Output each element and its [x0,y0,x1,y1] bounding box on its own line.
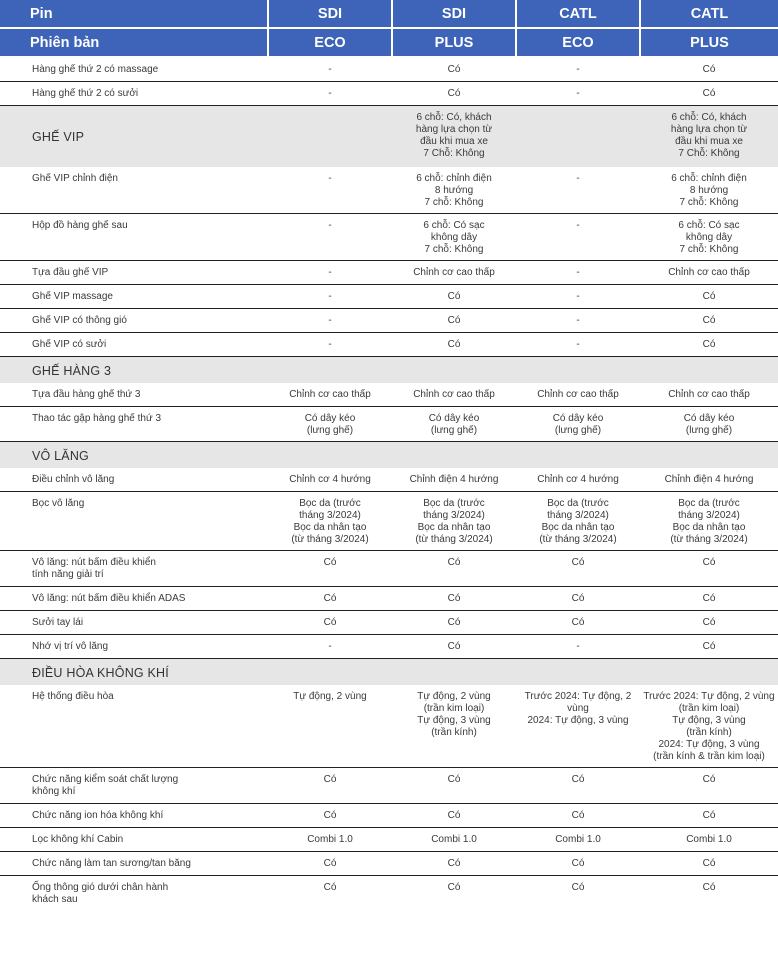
section-title: GHẾ HÀNG 3 [0,357,268,383]
cell-value: Có [392,551,516,587]
cell-value: - [268,214,392,261]
cell-value: - [268,309,392,333]
section-row [0,357,778,383]
cell-value: 6 chỗ: Có sạc không dây 7 chỗ: Không [640,214,778,261]
cell-value: - [268,333,392,357]
cell-value: 6 chỗ: chỉnh điện 8 hướng 7 chỗ: Không [392,167,516,214]
cell-value [640,659,778,685]
cell-value: Có [392,285,516,309]
cell-value: 6 chỗ: chỉnh điện 8 hướng 7 chỗ: Không [640,167,778,214]
cell-value: Có [392,611,516,635]
table-row [0,875,778,910]
table-row [0,551,778,587]
row-label: Tựa đầu hàng ghế thứ 3 [0,383,268,407]
cell-value: Có [640,635,778,659]
cell-value: Có [516,611,640,635]
cell-value: 6 chỗ: Có, khách hàng lựa chọn từ đầu khi mua xe 7 Chỗ: Không [640,105,778,167]
cell-value [392,442,516,468]
row-label: Ghế VIP massage [0,285,268,309]
cell-value: Bọc da (trước tháng 3/2024) Bọc da nhân tạo (từ tháng 3/2024) [268,492,392,551]
section-title: GHẾ VIP [0,105,268,167]
header-battery-col-3: CATL [516,0,640,28]
table-row [0,685,778,768]
cell-value: Có [392,767,516,803]
cell-value: Chỉnh cơ cao thấp [640,383,778,407]
row-label: Ghế VIP có thông gió [0,309,268,333]
cell-value: - [516,333,640,357]
cell-value: Có [392,635,516,659]
table-row [0,827,778,851]
cell-value: Có [640,611,778,635]
cell-value: Combi 1.0 [640,827,778,851]
table-row [0,635,778,659]
cell-value: Có [447,881,461,893]
cell-value: - [516,167,640,214]
cell-value [392,659,516,685]
cell-value: Có [392,81,516,105]
row-label: Điều chỉnh vô lăng [0,468,268,492]
cell-value: Tự động, 2 vùng [268,685,392,768]
header-version-col-2: PLUS [392,28,516,57]
cell-value [516,357,640,383]
row-label: Chức năng kiểm soát chất lượng không khí [0,767,268,803]
header-battery-col-1: SDI [268,0,392,28]
row-label: Hàng ghế thứ 2 có sưởi [0,81,268,105]
cell-value: - [268,635,392,659]
row-label: Lọc không khí Cabin [0,827,268,851]
row-label: Ghế VIP chỉnh điện [0,167,268,214]
table-row [0,492,778,551]
cell-value: Có dây kéo (lưng ghế) [640,407,778,442]
header-battery-col-2: SDI [392,0,516,28]
cell-value: Có [268,767,392,803]
cell-value: Có [640,285,778,309]
table-row [0,261,778,285]
table-row [0,468,778,492]
row-label: Hàng ghế thứ 2 có massage [0,57,268,81]
cell-value: Có [516,803,640,827]
cell-value: - [516,81,640,105]
cell-value [640,442,778,468]
cell-value: Có [640,81,778,105]
cell-value [640,357,778,383]
cell-value: Bọc da (trước tháng 3/2024) Bọc da nhân tạo (từ tháng 3/2024) [392,492,516,551]
cell-value: Chỉnh điện 4 hướng [392,468,516,492]
cell-value: Bọc da (trước tháng 3/2024) Bọc da nhân tạo (từ tháng 3/2024) [516,492,640,551]
cell-value: Trước 2024: Tự động, 2 vùng (trần kim loại) Tự động, 3 vùng (trần kính) 2024: Tự động, 3 vùng (trần kính & trần kim loại) [640,685,778,768]
cell-value: Có [516,851,640,875]
cell-value: Chỉnh cơ cao thấp [640,261,778,285]
cell-value: - [268,57,392,81]
section-row [0,105,778,167]
cell-value [516,442,640,468]
spec-table-body [0,57,778,910]
row-label: Bọc vô lăng [0,492,268,551]
cell-value [268,357,392,383]
cell-value: Chỉnh cơ 4 hướng [268,468,392,492]
cell-value: Có [516,587,640,611]
cell-value [268,442,392,468]
row-label: Vô lăng: nút bấm điều khiển ADAS [0,587,268,611]
section-row [0,659,778,685]
cell-value [516,659,640,685]
cell-value: Chỉnh cơ cao thấp [392,383,516,407]
cell-value [268,105,392,167]
cell-value: - [268,285,392,309]
cell-value: - [516,635,640,659]
cell-value: Có [516,767,640,803]
cell-value: Có [640,333,778,357]
row-label: Ống thông gió dưới chân hành khách sau [32,881,169,905]
row-label: Tựa đầu ghế VIP [0,261,268,285]
cell-value: Có [268,587,392,611]
cell-value: Combi 1.0 [392,827,516,851]
cell-value: Tự động, 2 vùng (trần kim loại) Tự động, 3 vùng (trần kính) [392,685,516,768]
row-label: Chức năng làm tan sương/tan băng [0,851,268,875]
header-version-col-3: ECO [516,28,640,57]
cell-value: Có [392,803,516,827]
cell-value [268,659,392,685]
cell-value: - [268,81,392,105]
table-row [0,611,778,635]
header-version-col-4: PLUS [640,28,778,57]
table-row [0,407,778,442]
cell-value: Có [640,309,778,333]
table-row [0,851,778,875]
cell-value: Có [268,551,392,587]
cell-value: Có [640,851,778,875]
cell-value: Có [392,57,516,81]
cell-value: Có [640,551,778,587]
cell-value: Có [640,57,778,81]
cell-value: Có [392,587,516,611]
cell-value: Chỉnh cơ 4 hướng [516,468,640,492]
cell-value: - [516,261,640,285]
table-row [0,383,778,407]
row-label: Thao tác gập hàng ghế thứ 3 [0,407,268,442]
cell-value: Có [268,611,392,635]
cell-value: - [516,214,640,261]
cell-value: - [516,57,640,81]
cell-value: Bọc da (trước tháng 3/2024) Bọc da nhân tạo (từ tháng 3/2024) [640,492,778,551]
cell-value: Có [640,767,778,803]
row-label: Vô lăng: nút bấm điều khiển tính năng giải trí [0,551,268,587]
header-version-col-1: ECO [268,28,392,57]
table-row [0,333,778,357]
cell-value: Trước 2024: Tự động, 2 vùng 2024: Tự động, 3 vùng [516,685,640,768]
header-battery-label: Pin [0,0,268,28]
table-row [0,57,778,81]
cell-value: - [516,285,640,309]
cell-value: Chỉnh điện 4 hướng [640,468,778,492]
cell-value: Có dây kéo (lưng ghế) [268,407,392,442]
table-row [0,803,778,827]
cell-value: Có dây kéo (lưng ghế) [516,407,640,442]
row-label: Ghế VIP có sưởi [0,333,268,357]
row-label: Hệ thống điều hòa [0,685,268,768]
cell-value: Có [268,851,392,875]
row-label: Chức năng ion hóa không khí [0,803,268,827]
section-title: VÔ LĂNG [0,442,268,468]
header-version-label: Phiên bản [0,28,268,57]
cell-value: Có [571,881,585,893]
table-row [0,214,778,261]
header-battery-col-4: CATL [640,0,778,28]
table-row [0,309,778,333]
cell-value: Chỉnh cơ cao thấp [516,383,640,407]
cell-value: Combi 1.0 [268,827,392,851]
table-row [0,167,778,214]
table-row [0,767,778,803]
section-title: ĐIỀU HÒA KHÔNG KHÍ [0,659,268,685]
cell-value: Combi 1.0 [516,827,640,851]
cell-value: Có [392,333,516,357]
cell-value: Chỉnh cơ cao thấp [392,261,516,285]
cell-value: Chỉnh cơ cao thấp [268,383,392,407]
row-label: Sưởi tay lái [0,611,268,635]
cell-value: - [268,167,392,214]
cell-value [392,357,516,383]
cell-value: Có [640,803,778,827]
cell-value: Có [392,851,516,875]
cell-value: 6 chỗ: Có sạc không dây 7 chỗ: Không [392,214,516,261]
cell-value: Có dây kéo (lưng ghế) [392,407,516,442]
cell-value [516,105,640,167]
cell-value: Có [323,881,337,893]
header-row-battery [0,0,778,28]
cell-value: Có [268,803,392,827]
table-row [0,587,778,611]
row-label: Nhớ vị trí vô lăng [0,635,268,659]
cell-value: Có [702,881,716,893]
header-row-version [0,28,778,57]
section-row [0,442,778,468]
row-label: Hộp đồ hàng ghế sau [0,214,268,261]
cell-value: Có [516,551,640,587]
table-row [0,81,778,105]
cell-value: Có [640,587,778,611]
cell-value: - [516,309,640,333]
cell-value: 6 chỗ: Có, khách hàng lựa chọn từ đầu khi mua xe 7 Chỗ: Không [392,105,516,167]
cell-value: - [268,261,392,285]
table-row [0,285,778,309]
cell-value: Có [392,309,516,333]
